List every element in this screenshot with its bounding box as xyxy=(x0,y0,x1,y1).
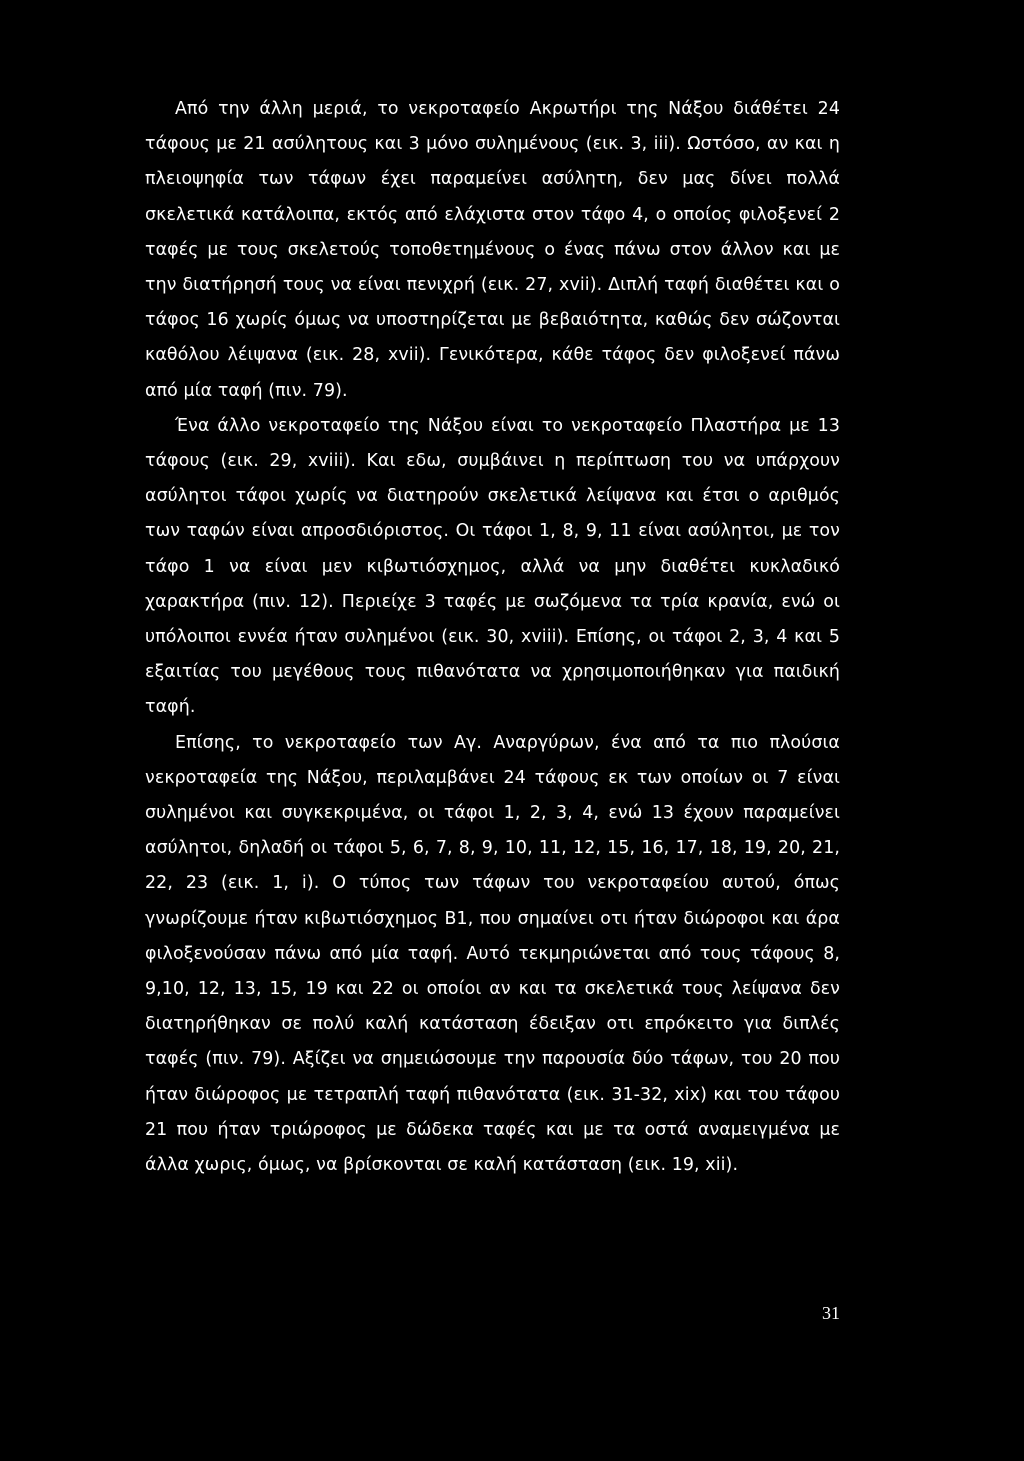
paragraph-akrotiri-cemetery: Από την άλλη μεριά, το νεκροταφείο Ακρωτήρι της Νάξου διάθέτει 24 τάφους με 21 ασύλητους και 3 μόνο συλημένους (εικ. 3, iii). Ωστόσο, αν και η πλειοψηφία των τάφων έχει παραμείνει ασύλητη, δεν μας δίνει πολλά σκελετικά κατάλοιπα, εκτός από ελάχιστα στον τάφο 4, ο οποίος φιλοξενεί 2 ταφές με τους σκελετούς τοποθετημένους ο ένας πάνω στον άλλον και με την διατήρησή τους να είναι πενιχρή (εικ. 27, xvii). Διπλή ταφή διαθέτει και ο τάφος 16 χωρίς όμως να υποστηρίζεται με βεβαιότητα, καθώς δεν σώζονται καθόλου λέιψανα (εικ. 28, xvii). Γενικότερα, κάθε τάφος δεν φιλοξενεί πάνω από μία ταφή (πιν. 79). xyxy=(145,99,840,401)
body-text xyxy=(145,92,840,1183)
paragraph-plastira-cemetery: Ένα άλλο νεκροταφείο της Νάξου είναι το νεκροταφείο Πλαστήρα με 13 τάφους (εικ. 29, xviii). Και εδω, συμβάινει η περίπτωση του να υπάρχουν ασύλητοι τάφοι χωρίς να διατηρούν σκελετικά λείψανα και έτσι ο αριθμός των ταφών είναι απροσδιόριστος. Οι τάφοι 1, 8, 9, 11 είναι ασύλητοι, με τον τάφο 1 να είναι μεν κιβωτιόσχημος, αλλά να μην διαθέτει κυκλαδικό χαρακτήρα (πιν. 12). Περιείχε 3 ταφές με σωζόμενα τα τρία κρανία, ενώ οι υπόλοιποι εννέα ήταν συλημένοι (εικ. 30, xviii). Επίσης, οι τάφοι 2, 3, 4 και 5 εξαιτίας του μεγέθους τους πιθανότατα να χρησιμοποιήθηκαν για παιδική ταφή. xyxy=(145,415,840,718)
page-number: 31 xyxy=(822,1303,840,1323)
paragraph-agioi-anargyroi-cemetery: Επίσης, το νεκροταφείο των Αγ. Αναργύρων, ένα από τα πιο πλούσια νεκροταφεία της Νάξου, περιλαμβάνει 24 τάφους εκ των οποίων οι 7 είναι συλημένοι και συγκεκριμένα, οι τάφοι 1, 2, 3, 4, ενώ 13 έχουν παραμείνει ασύλητοι, δηλαδή οι τάφοι 5, 6, 7, 8, 9, 10, 11, 12, 15, 16, 17, 18, 19, 20, 21, 22, 23 (εικ. 1, i). Ο τύπος των τάφων του νεκροταφείου αυτού, όπως γνωρίζουμε ήταν κιβωτιόσχημος Β1, που σημαίνει οτι ήταν διώροφοι και άρα φιλοξενούσαν πάνω από μία ταφή. Αυτό τεκμηριώνεται από τους τάφους 8, 9,10, 12, 13, 15, 19 και 22 οι οποίοι αν και τα σκελετικά τους λείψανα δεν διατηρήθηκαν σε πολύ καλή κατάσταση έδειξαν οτι επρόκειτο για διπλές ταφές (πιν. 79). Αξίζει να σημειώσουμε την παρουσία δύο τάφων, του 20 που ήταν διώροφος με τετραπλή ταφή πιθανότατα (εικ. 31-32, xix) και του τάφου 21 που ήταν τριώροφος με δώδεκα ταφές και με τα οστά αναμειγμένα με άλλα χωρις, όμως, να βρίσκονται σε καλή κατάσταση (εικ. 19, xii). xyxy=(145,732,840,1176)
